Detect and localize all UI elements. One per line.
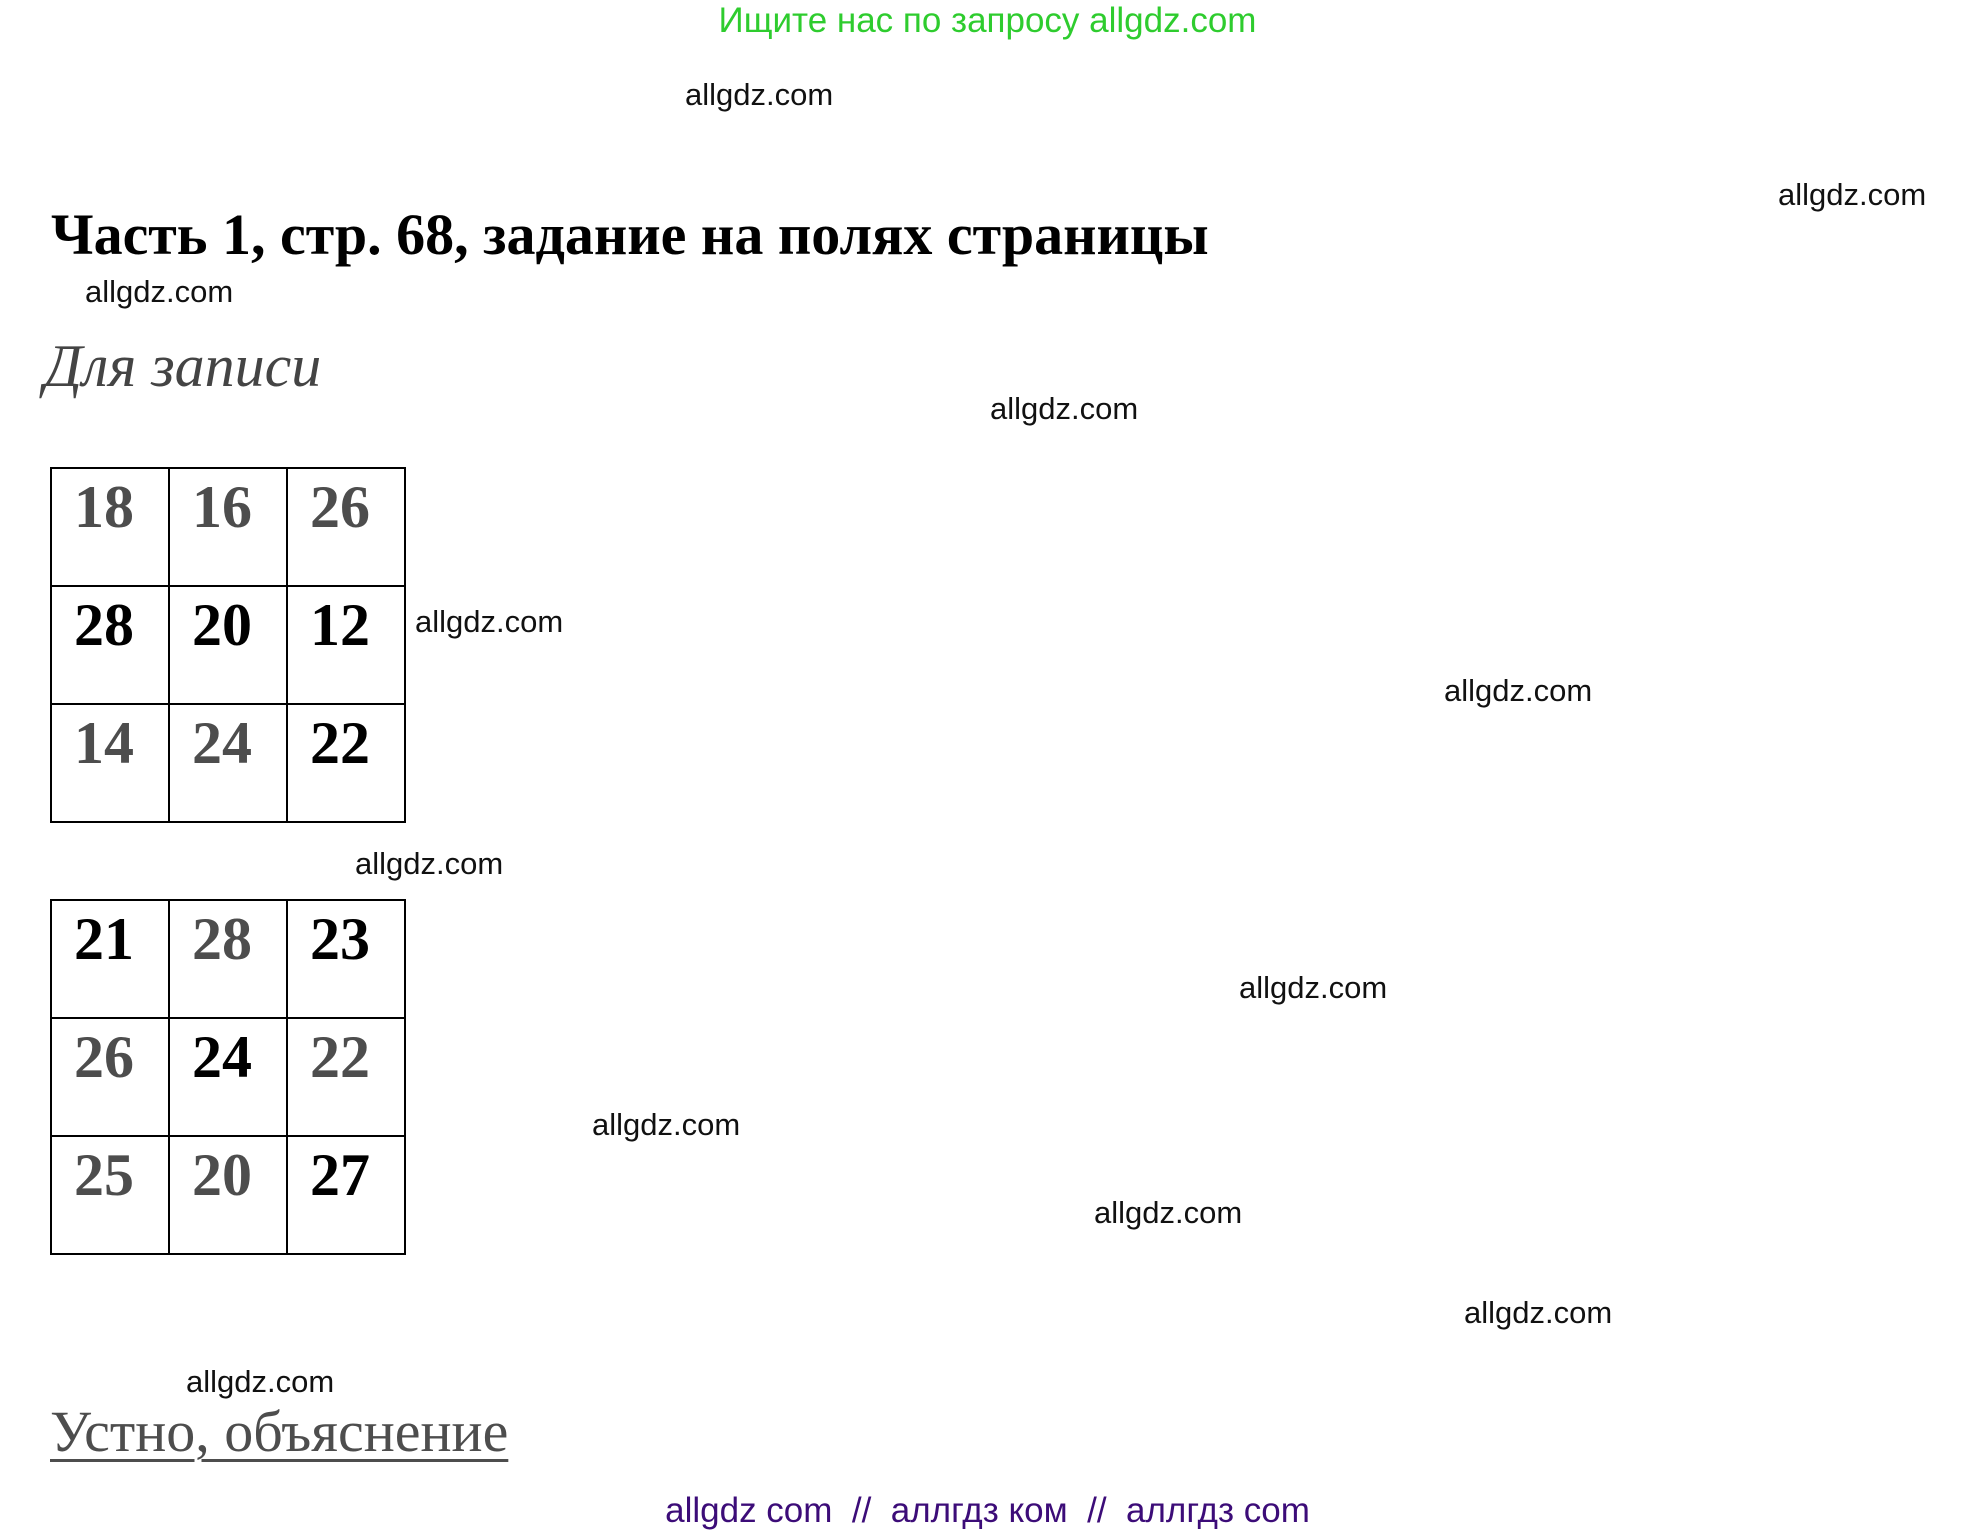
watermark: allgdz.com (1094, 1195, 1243, 1230)
grid-cell: 24 (169, 1018, 287, 1136)
grid-cell: 28 (51, 586, 169, 704)
grid-row (51, 900, 405, 1018)
grid-cell: 28 (169, 900, 287, 1018)
grid-cell: 22 (287, 704, 405, 822)
number-grid-2 (50, 899, 406, 1255)
watermark: allgdz.com (415, 604, 564, 639)
grid-cell: 26 (287, 468, 405, 586)
grid-row (51, 1018, 405, 1136)
footer-links: allgdz com // аллгдз ком // аллгдз com (665, 1491, 1310, 1530)
watermark: allgdz.com (355, 846, 504, 881)
grid-row (51, 586, 405, 704)
page-title: Часть 1, стр. 68, задание на полях страницы (51, 202, 1209, 267)
grid-row (51, 468, 405, 586)
grid-cell: 12 (287, 586, 405, 704)
watermark: allgdz.com (1239, 970, 1388, 1005)
watermark: allgdz.com (85, 274, 234, 309)
grid-cell: 23 (287, 900, 405, 1018)
oral-explanation-link[interactable]: Устно, объяснение (50, 1399, 509, 1464)
watermark: allgdz.com (592, 1107, 741, 1142)
watermark: allgdz.com (685, 77, 834, 112)
grid-cell: 16 (169, 468, 287, 586)
grid-row (51, 704, 405, 822)
grid-cell: 21 (51, 900, 169, 1018)
watermark: allgdz.com (186, 1364, 335, 1399)
watermark: allgdz.com (1778, 177, 1927, 212)
grid-row (51, 1136, 405, 1254)
watermark: allgdz.com (1444, 673, 1593, 708)
grid-cell: 20 (169, 1136, 287, 1254)
watermark: allgdz.com (1464, 1295, 1613, 1330)
grid-cell: 22 (287, 1018, 405, 1136)
grid-cell: 27 (287, 1136, 405, 1254)
grid-cell: 25 (51, 1136, 169, 1254)
search-banner: Ищите нас по запросу allgdz.com (718, 1, 1257, 40)
grid-cell: 18 (51, 468, 169, 586)
grid-cell: 24 (169, 704, 287, 822)
grid-cell: 14 (51, 704, 169, 822)
number-grid-1 (50, 467, 406, 823)
grid-cell: 26 (51, 1018, 169, 1136)
section-subtitle: Для записи (44, 333, 322, 399)
grid-cell: 20 (169, 586, 287, 704)
watermark: allgdz.com (990, 391, 1139, 426)
